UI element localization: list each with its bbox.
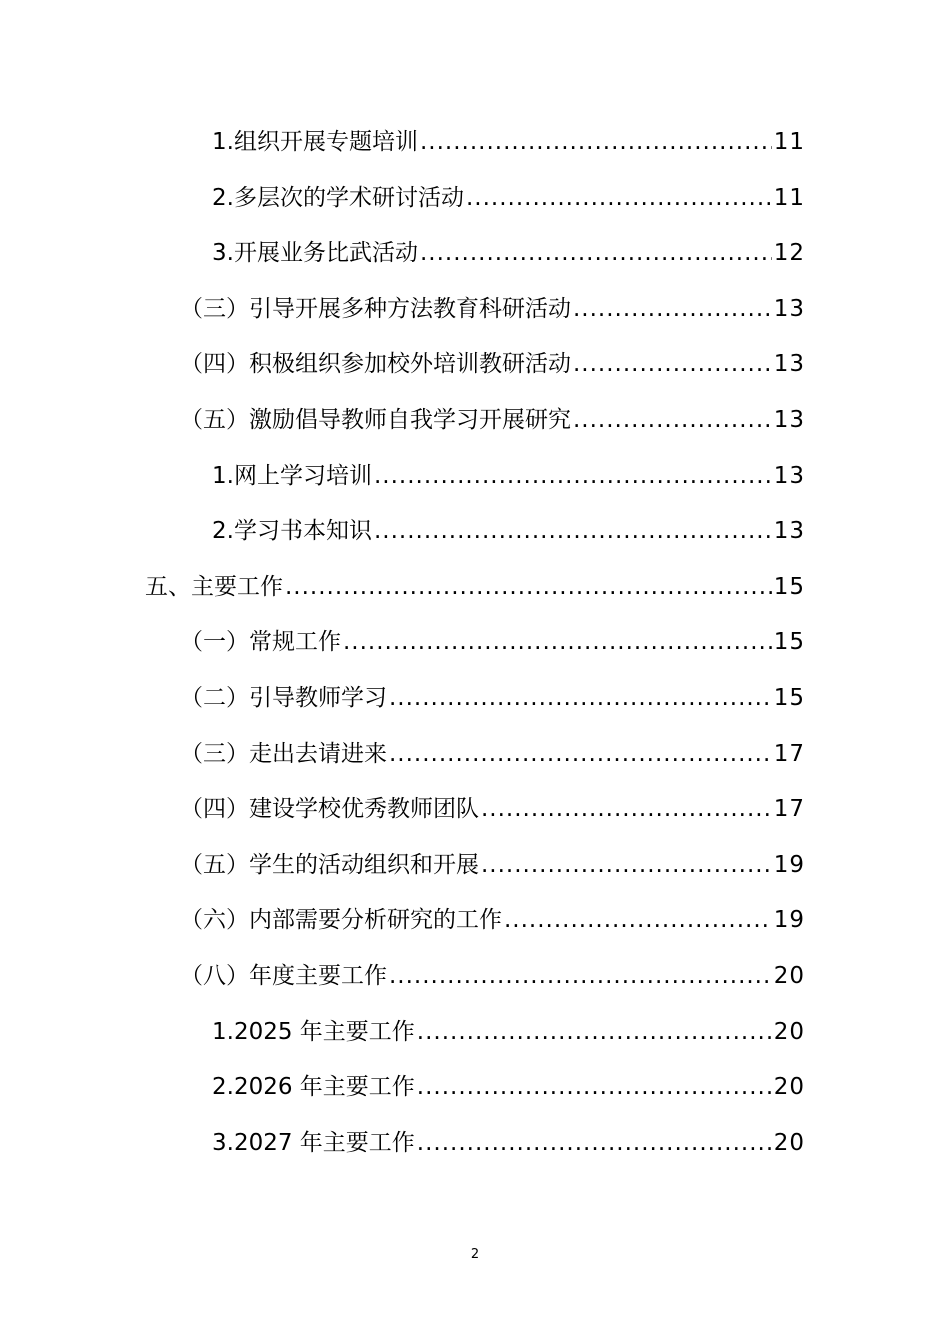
toc-entry[interactable]	[0, 1116, 950, 1172]
toc-leader-dots	[417, 1116, 772, 1172]
toc-entry-page: 13	[773, 295, 805, 322]
toc-entry[interactable]	[0, 671, 950, 727]
toc-entry-page: 15	[773, 573, 805, 600]
page-number: 2	[470, 1247, 480, 1262]
toc-entry-title: 1.2025 年主要工作	[212, 1018, 415, 1045]
toc-entry[interactable]	[0, 782, 950, 838]
toc-entry-title: （三）引导开展多种方法教育科研活动	[180, 295, 571, 322]
toc-entry-title: （四）建设学校优秀教师团队	[180, 796, 479, 823]
toc-entry-title: （六）内部需要分析研究的工作	[180, 907, 502, 934]
toc-leader-dots	[420, 226, 772, 282]
toc-entry-page: 15	[773, 684, 805, 711]
toc-entry-title: 五、主要工作	[145, 573, 283, 600]
toc-entry-title: （一）常规工作	[180, 629, 341, 656]
toc-leader-dots	[417, 1005, 772, 1061]
toc-entry-title: 2.学习书本知识	[212, 518, 372, 545]
toc-entry[interactable]	[0, 838, 950, 894]
toc-entry-page: 13	[773, 351, 805, 378]
toc-entry-page: 15	[773, 629, 805, 656]
toc-entry-page: 20	[773, 1129, 805, 1156]
toc-entry-title: （二）引导教师学习	[180, 684, 387, 711]
toc-entry-title: （八）年度主要工作	[180, 962, 387, 989]
toc-leader-dots	[573, 393, 772, 449]
toc-leader-dots	[374, 449, 772, 505]
toc-entry-page: 20	[773, 1018, 805, 1045]
toc-entry[interactable]	[0, 226, 950, 282]
toc-entry-title: 3.开展业务比武活动	[212, 240, 418, 267]
toc-entry-page: 17	[773, 740, 805, 767]
toc-entry[interactable]	[0, 560, 950, 616]
toc-leader-dots	[374, 504, 772, 560]
toc-entry[interactable]	[0, 893, 950, 949]
toc-entry-title: （四）积极组织参加校外培训教研活动	[180, 351, 571, 378]
toc-entry-page: 11	[773, 129, 805, 155]
toc-entry[interactable]	[0, 282, 950, 338]
toc-entry-page: 20	[773, 962, 805, 989]
toc-entry-title: 2.2026 年主要工作	[212, 1074, 415, 1101]
toc-leader-dots	[481, 782, 772, 838]
toc-entry[interactable]	[0, 727, 950, 783]
toc-entry[interactable]	[0, 615, 950, 671]
toc-entry-title: 2.多层次的学术研讨活动	[212, 184, 464, 211]
toc-entry-page: 12	[773, 240, 805, 267]
toc-entry[interactable]	[0, 393, 950, 449]
toc-entry[interactable]	[0, 337, 950, 393]
toc-leader-dots	[420, 115, 772, 171]
toc-leader-dots	[573, 337, 772, 393]
toc-entry-page: 11	[773, 184, 805, 211]
toc-entry[interactable]	[0, 504, 950, 560]
toc-entry[interactable]	[0, 171, 950, 227]
toc-entry-title: （五）激励倡导教师自我学习开展研究	[180, 406, 571, 433]
table-of-contents	[0, 115, 950, 1171]
toc-leader-dots	[343, 615, 772, 671]
toc-entry-page: 13	[773, 462, 805, 489]
toc-entry-title: 1.组织开展专题培训	[212, 129, 418, 155]
toc-entry-title: （三）走出去请进来	[180, 740, 387, 767]
toc-leader-dots	[466, 171, 772, 227]
toc-entry-page: 19	[773, 907, 805, 934]
toc-entry-title: （五）学生的活动组织和开展	[180, 851, 479, 878]
toc-entry[interactable]	[0, 115, 950, 171]
toc-entry-title: 1.网上学习培训	[212, 462, 372, 489]
toc-entry-page: 20	[773, 1074, 805, 1101]
toc-leader-dots	[285, 560, 772, 616]
toc-leader-dots	[504, 893, 772, 949]
toc-entry-page: 13	[773, 518, 805, 545]
toc-leader-dots	[389, 727, 772, 783]
toc-entry[interactable]	[0, 1005, 950, 1061]
toc-entry-page: 13	[773, 406, 805, 433]
toc-entry[interactable]	[0, 449, 950, 505]
toc-leader-dots	[481, 838, 772, 894]
toc-leader-dots	[389, 671, 772, 727]
toc-entry-page: 19	[773, 851, 805, 878]
toc-leader-dots	[417, 1060, 772, 1116]
toc-entry[interactable]	[0, 949, 950, 1005]
toc-entry-title: 3.2027 年主要工作	[212, 1129, 415, 1156]
toc-leader-dots	[389, 949, 772, 1005]
toc-entry-page: 17	[773, 796, 805, 823]
toc-entry[interactable]	[0, 1060, 950, 1116]
toc-leader-dots	[573, 282, 772, 338]
